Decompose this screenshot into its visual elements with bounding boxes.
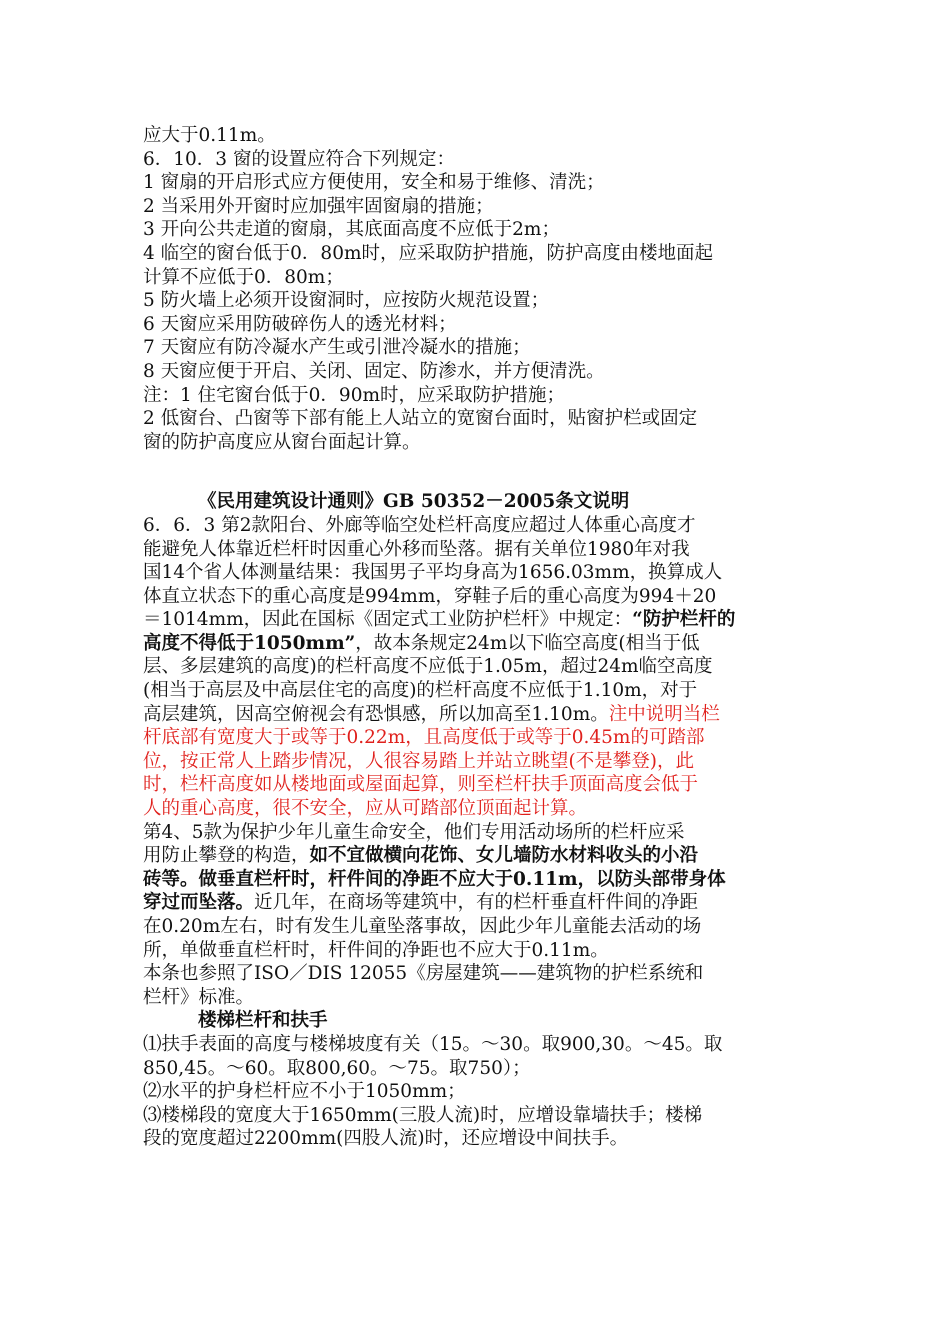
text-line	[143, 608, 810, 632]
text-run: 用防止攀登的构造，	[143, 845, 310, 867]
window-regulations-block	[143, 124, 810, 454]
emphasis-text: 穿过而坠落。	[143, 892, 255, 914]
note-line: 注：1 住宅窗台低于0．90m时，应采取防护措施；	[143, 384, 566, 406]
text-line: 层、多层建筑的高度)的栏杆高度不应低于1.05m，超过24m临空高度	[143, 656, 713, 678]
text-line: 本条也参照了ISO／DIS 12055《房屋建筑——建筑物的护栏系统和	[143, 963, 704, 985]
explanation-paragraph	[143, 514, 810, 821]
text-line: 在0.20m左右，时有发生儿童坠落事故，因此少年儿童能去活动的场	[143, 916, 702, 937]
list-item: 3 开向公共走道的窗扇，其底面高度不应低于2m；	[143, 219, 560, 241]
list-item: ⑵水平的护身栏杆应不小于1050mm；	[143, 1081, 466, 1103]
text-line: 应大于0.11m。	[143, 125, 276, 146]
list-item: 7 天窗应有防冷凝水产生或引泄冷凝水的措施；	[143, 337, 531, 359]
text-line: 国14个省人体测量结果：我国男子平均身高为1656.03mm，换算成人	[143, 562, 723, 584]
list-item: 5 防火墙上必须开设窗洞时，应按防火规范设置；	[143, 290, 550, 312]
text-line: 体直立状态下的重心高度是994mm，穿鞋子后的重心高度为994＋20	[143, 585, 717, 607]
highlight-text: 时，栏杆高度如从楼地面或屋面起算，则至栏杆扶手顶面高度会低于	[143, 774, 699, 796]
note-line: 窗的防护高度应从窗台面起计算。	[143, 431, 421, 453]
list-item: ⑶楼梯段的宽度大于1650mm(三股人流)时，应增设靠墙扶手；楼梯	[143, 1104, 703, 1126]
emphasis-text: 高度不得低于1050mm”	[143, 632, 356, 654]
emphasis-text: 砖等。做垂直栏杆时，杆件间的净距不应大于0.11m，以防头部带身体	[143, 868, 726, 890]
text-line: 能避免人体靠近栏杆时因重心外移而坠落。据有关单位1980年对我	[143, 538, 690, 560]
section-heading: 《民用建筑设计通则》GB 50352－2005条文说明	[198, 491, 630, 513]
text-line: 所，单做垂直栏杆时，杆件间的净距也不应大于0.11m。	[143, 939, 609, 961]
text-run: 高层建筑，因高空俯视会有恐惧感，所以加高至1.10m。	[143, 703, 609, 725]
spacer	[143, 454, 810, 490]
list-item: 850,45。～60。取800,60。～75。取750）；	[143, 1057, 531, 1079]
emphasis-text: 如不宜做横向花饰、女儿墙防水材料收头的小沿	[309, 845, 699, 867]
emphasis-text: “防护栏杆的	[632, 609, 736, 631]
children-safety-paragraph	[143, 821, 810, 963]
text-line: (相当于高层及中高层住宅的高度)的栏杆高度不应低于1.10m，对于	[143, 680, 698, 702]
highlight-text: 注中说明当栏	[608, 703, 720, 725]
list-item: 4 临空的窗台低于0．80m时，应采取防护措施，防护高度由楼地面起	[143, 242, 714, 264]
highlight-text: 位，按正常人上踏步情况，人很容易踏上并站立眺望(不是攀登)，此	[143, 750, 694, 772]
clause-heading: 6．10．3 窗的设置应符合下列规定：	[143, 148, 455, 170]
list-item: 1 窗扇的开启形式应方便使用，安全和易于维修、清洗；	[143, 172, 605, 194]
text-line	[143, 632, 810, 656]
text-line	[143, 891, 810, 915]
list-item: 计算不应低于0．80m；	[143, 266, 344, 288]
text-line	[143, 844, 810, 868]
text-run: ＝1014mm，因此在国标《固定式工业防护栏杆》中规定：	[143, 609, 633, 631]
stair-railing-list	[143, 1033, 810, 1151]
text-line: 6．6．3 第2款阳台、外廊等临空处栏杆高度应超过人体重心高度才	[143, 514, 696, 536]
list-item: 8 天窗应便于开启、关闭、固定、防渗水，并方便清洗。	[143, 360, 605, 382]
text-line	[143, 703, 810, 727]
highlight-text: 人的重心高度，很不安全，应从可踏部位顶面起计算。	[143, 798, 588, 820]
section-heading: 楼梯栏杆和扶手	[198, 1010, 328, 1032]
text-run: 近几年，在商场等建筑中，有的栏杆垂直杆件间的净距	[254, 892, 699, 914]
highlight-text: 杆底部有宽度大于或等于0.22m，且高度低于或等于0.45m的可踏部	[143, 727, 705, 749]
text-line: 栏杆》标准。	[143, 986, 255, 1008]
note-line: 2 低窗台、凸窗等下部有能上人站立的宽窗台面时，贴窗护栏或固定	[143, 408, 698, 430]
list-item: ⑴扶手表面的高度与楼梯坡度有关（15。～30。取900,30。～45。取	[143, 1033, 723, 1055]
reference-paragraph	[143, 962, 810, 1009]
list-item: 段的宽度超过2200mm(四股人流)时，还应增设中间扶手。	[143, 1128, 629, 1150]
list-item: 2 当采用外开窗时应加强牢固窗扇的措施；	[143, 195, 494, 217]
list-item: 6 天窗应采用防破碎伤人的透光材料；	[143, 313, 457, 335]
text-line: 第4、5款为保护少年儿童生命安全，他们专用活动场所的栏杆应采	[143, 821, 685, 843]
text-run: ，故本条规定24m以下临空高度(相当于低	[355, 632, 700, 654]
